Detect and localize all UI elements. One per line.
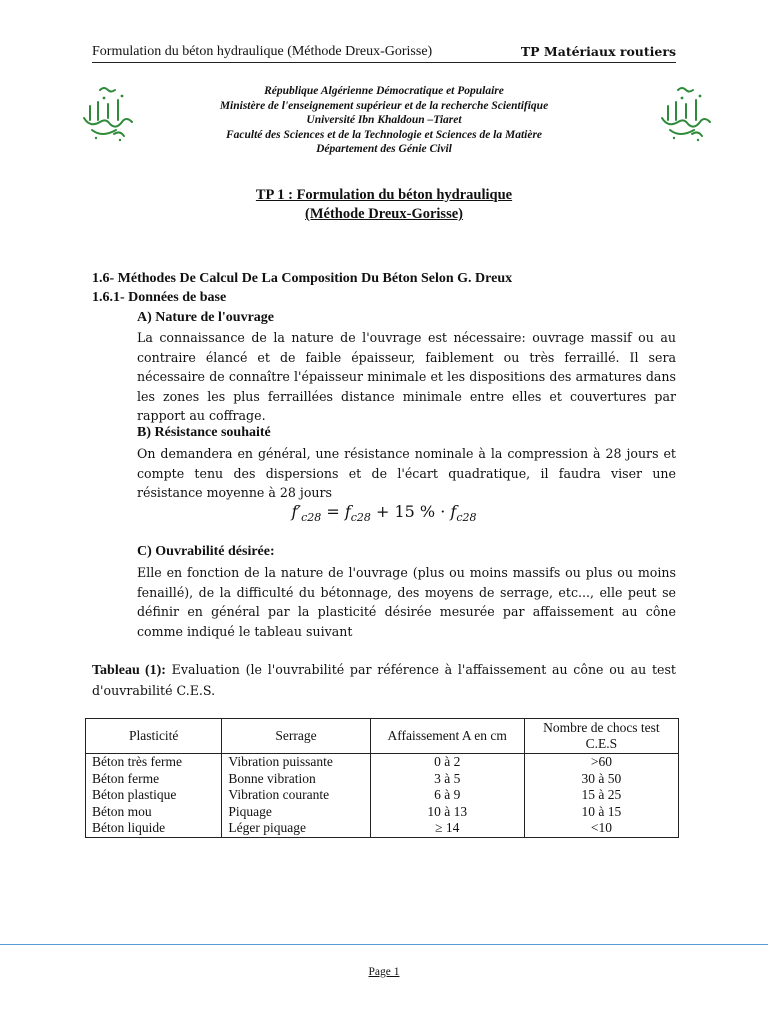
- table-cell: 10 à 13: [370, 804, 524, 821]
- section-heading: 1.6- Méthodes De Calcul De La Composition Du Béton Selon G. Dreux: [92, 271, 513, 286]
- table-header-row: [86, 719, 679, 754]
- part-a-text: La connaissance de la nature de l'ouvrage est nécessaire: ouvrage massif ou au contraire élancé et de faible épaisseur, faiblement ou très ferraillé. Il sera nécessaire de connaître l'épaisseur minimale et les dispositions des armatures dans les zones les plus ferraillées distance minimale entre elles et couvertures par rapport au coffrage.: [137, 330, 676, 423]
- header-title: Formulation du béton hydraulique (Méthode Dreux-Gorisse): [92, 44, 433, 59]
- university-logo-right: [656, 84, 716, 146]
- formula-equals: =: [321, 502, 345, 521]
- table-cell: 10 à 15: [524, 804, 678, 821]
- part-a-title: A) Nature de l'ouvrage: [137, 310, 274, 325]
- resistance-formula: [0, 502, 768, 524]
- table-cell: 3 à 5: [370, 771, 524, 788]
- table-cell: Vibration courante: [222, 787, 370, 804]
- title-line-1: TP 1 : Formulation du béton hydraulique: [255, 187, 513, 203]
- table-cell: ≥ 14: [370, 820, 524, 837]
- table-caption-label: Tableau (1):: [92, 663, 166, 678]
- table-header-cell: Plasticité: [86, 719, 222, 754]
- table-header-cell: Affaissement A en cm: [370, 719, 524, 754]
- workability-table: [85, 718, 679, 838]
- table-row: [86, 771, 679, 788]
- institution-line: Ministère de l'enseignement supérieur et de la recherche Scientifique: [219, 99, 549, 112]
- page-number: [0, 966, 768, 978]
- institution-line: Faculté des Sciences et de la Technologie et Sciences de la Matière: [225, 128, 543, 141]
- table-cell: 6 à 9: [370, 787, 524, 804]
- institution-block: [140, 84, 628, 157]
- table-cell: Piquage: [222, 804, 370, 821]
- table-cell: Béton ferme: [86, 771, 222, 788]
- table-row: [86, 804, 679, 821]
- formula-lhs: f′: [291, 502, 302, 521]
- part-b-title: B) Résistance souhaité: [137, 425, 271, 440]
- formula-term1-sub: c28: [350, 511, 371, 525]
- table-row: [86, 787, 679, 804]
- part-b-text: On demandera en général, une résistance nominale à la compression à 28 jours et compte tenu des dispersions et de l'écart quadratique, il faudra viser une résistance moyenne à 28 jours: [137, 446, 676, 500]
- table-header-cell: Serrage: [222, 719, 370, 754]
- institution-line: Université Ibn Khaldoun –Tiaret: [306, 114, 462, 126]
- header-course: TP Matériaux routiers: [520, 44, 676, 59]
- table-cell: 0 à 2: [370, 754, 524, 771]
- page-number-text: Page 1: [368, 966, 400, 978]
- table-cell: 15 à 25: [524, 787, 678, 804]
- formula-term2-sub: c28: [456, 511, 477, 525]
- institution-line: Département des Génie Civil: [316, 143, 452, 155]
- table-cell: Vibration puissante: [222, 754, 370, 771]
- formula-term1: f: [344, 502, 351, 521]
- page-header: [92, 44, 676, 63]
- subsection-heading: 1.6.1- Données de base: [92, 290, 227, 305]
- table-cell: >60: [524, 754, 678, 771]
- table-cell: Bonne vibration: [222, 771, 370, 788]
- table-row: [86, 820, 679, 837]
- table-header-cell: Nombre de chocs test C.E.S: [524, 719, 678, 754]
- table-cell: 30 à 50: [524, 771, 678, 788]
- table-cell: Béton liquide: [86, 820, 222, 837]
- table-cell: Béton mou: [86, 804, 222, 821]
- part-c-title: C) Ouvrabilité désirée:: [137, 544, 275, 559]
- table-cell: Léger piquage: [222, 820, 370, 837]
- title-line-2: (Méthode Dreux-Gorisse): [305, 206, 463, 222]
- table-row: [86, 754, 679, 771]
- part-c-text: Elle en fonction de la nature de l'ouvrage (plus ou moins massifs ou plus ou moins fenaillé), de la difficulté du bétonnage, des moyens de serrage, etc..., elle peut se définir en général par la plasticité désirée mesurée par affaissement au cône comme indiqué le tableau suivant: [137, 565, 676, 639]
- table-cell: Béton plastique: [86, 787, 222, 804]
- table-caption-text: Evaluation (le l'ouvrabilité par référence à l'affaissement au cône ou au test d'ouvrabilité C.E.S.: [92, 662, 676, 698]
- footer-rule: [0, 944, 768, 945]
- formula-term2: f: [450, 502, 457, 521]
- formula-plus: + 15 % ·: [370, 502, 451, 521]
- formula-lhs-sub: c28: [301, 511, 322, 525]
- table-caption: [92, 660, 676, 700]
- document-title: [0, 186, 768, 224]
- institution-line: République Algérienne Démocratique et Populaire: [264, 85, 504, 97]
- table-cell: <10: [524, 820, 678, 837]
- university-logo-left: [78, 84, 138, 146]
- table-cell: Béton très ferme: [86, 754, 222, 771]
